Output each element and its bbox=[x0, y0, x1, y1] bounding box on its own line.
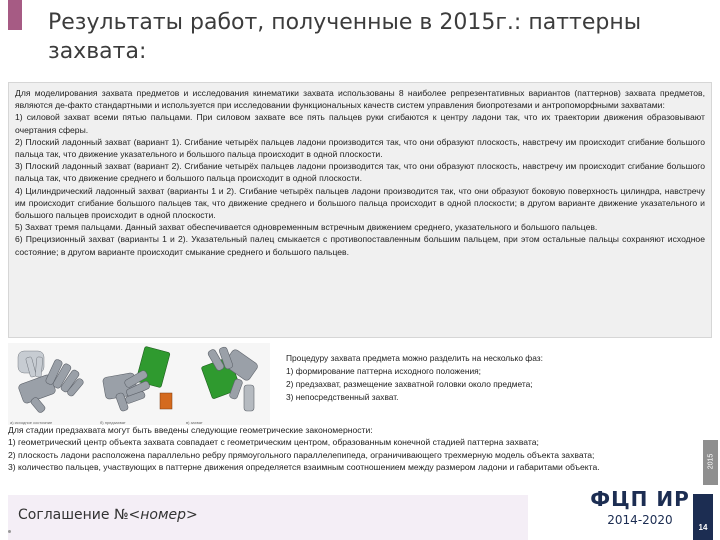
phases-heading: Процедуру захвата предмета можно разделить на несколько фаз: bbox=[286, 353, 543, 363]
paragraph-6: 6) Прецизионный захват (варианты 1 и 2). Указательный палец смыкается с противопоставленным большим пальцем, при этом остальные пальцы сохраняют исходное состояние; в другом варианте происходит смыкание среднего и большого пальцев. bbox=[15, 234, 705, 257]
paragraph-intro: Для моделирования захвата предметов и исследования кинематики захвата использованы 8 наиболее репрезентативных вариантов (паттернов) захвата предметов, являются де-факто стандартными и используется при исследовании функциональных качеств систем управления биопротезами и антропоморфными захватами: bbox=[15, 88, 705, 111]
hand-pregrasp-figure bbox=[100, 345, 184, 417]
grasp-images bbox=[8, 343, 270, 425]
rule-item-1: 1) геометрический центр объекта захвата совпадает с геометрическим центром, образованным конечной стадией паттерна захвата; bbox=[8, 437, 539, 448]
brand-name: ФЦП ИР bbox=[590, 487, 690, 511]
paragraph-1: 1) силовой захват всеми пятью пальцами. При силовом захвате все пять пальцев руки сгибаются к центру ладони так, что их траектории движения образовывают очертания сферы. bbox=[15, 112, 705, 135]
agreement-label bbox=[18, 507, 198, 523]
paragraph-5: 5) Захват тремя пальцами. Данный захват обеспечивается одновременным встречным движением среднего, указательного и большого пальцев. bbox=[15, 222, 598, 233]
caption-initial: a) исходное состояние bbox=[10, 420, 53, 425]
rules-heading: Для стадии предзахвата могут быть введены следующие геометрические закономерности: bbox=[8, 425, 373, 435]
hand-pregrasp-image bbox=[100, 345, 184, 425]
year-side-bar bbox=[703, 440, 718, 485]
phase-item-2: 2) предзахват, размещение захватной головки около предмета; bbox=[286, 379, 533, 389]
year-label: 2015 bbox=[707, 453, 715, 470]
phase-item-1: 1) формирование паттерна исходного положения; bbox=[286, 366, 481, 376]
paragraph-4: 4) Цилиндрический ладонный захват (варианты 1 и 2). Сгибание четырёх пальцев ладони производится так, что они образуют боковую поверхность цилиндра, навстречу им происходит сгибание большого пальцев так, что движение среднего и большого пальца происходит в одной плоскости; в другом варианте движение указательного и большого пальцев происходит в одной плоскости. bbox=[15, 185, 705, 221]
hand-initial-figure bbox=[10, 345, 98, 417]
page-title: Результаты работ, полученные в 2015г.: паттерны захвата: bbox=[48, 10, 642, 64]
hand-initial-image bbox=[10, 345, 98, 425]
page-number: 14 bbox=[698, 523, 708, 532]
hand-grasp-figure bbox=[186, 345, 270, 417]
agreement-prefix: Соглашение № bbox=[18, 507, 129, 523]
footer-dot bbox=[8, 530, 11, 533]
phase-item-3: 3) непосредственный захват. bbox=[286, 392, 399, 402]
paragraph-3: 3) Плоский ладонный захват (вариант 2). Сгибание четырёх пальцев ладони производится так, что они образуют плоскость, навстречу им происходит сгибание большого пальца так, что движение среднего и большого пальца происходит в одной плоскости. bbox=[15, 161, 705, 184]
rule-item-2: 2) плоскость ладони расположена параллельно ребру прямоугольного параллелепипеда, ограничивающего трехмерную модель объекта захвата; bbox=[8, 449, 595, 460]
caption-grasp: в) захват bbox=[186, 420, 203, 425]
agreement-number-placeholder: <номер> bbox=[128, 507, 198, 523]
brand-logo bbox=[590, 487, 690, 527]
brand-years: 2014-2020 bbox=[607, 513, 673, 527]
caption-pregrasp: б) предзахват bbox=[100, 420, 126, 425]
phases-list bbox=[286, 352, 666, 404]
paragraph-2: 2) Плоский ладонный захват (вариант 1). Сгибание четырёх пальцев ладони производится так, что они образуют плоскость, навстречу им происходит сгибание большого пальца так, что движение указательного и большого пальца происходит в одной плоскости. bbox=[15, 136, 705, 160]
pregrasp-rules bbox=[8, 424, 712, 474]
rule-item-3: 3) количество пальцев, участвующих в паттерне движения определяется взаимным соотношением между размером ладони и габаритами объекта. bbox=[8, 462, 600, 473]
hand-grasp-image bbox=[186, 345, 270, 425]
title-accent-bar bbox=[8, 0, 22, 30]
page-number-bar bbox=[693, 494, 713, 540]
description-textbox bbox=[8, 82, 712, 338]
